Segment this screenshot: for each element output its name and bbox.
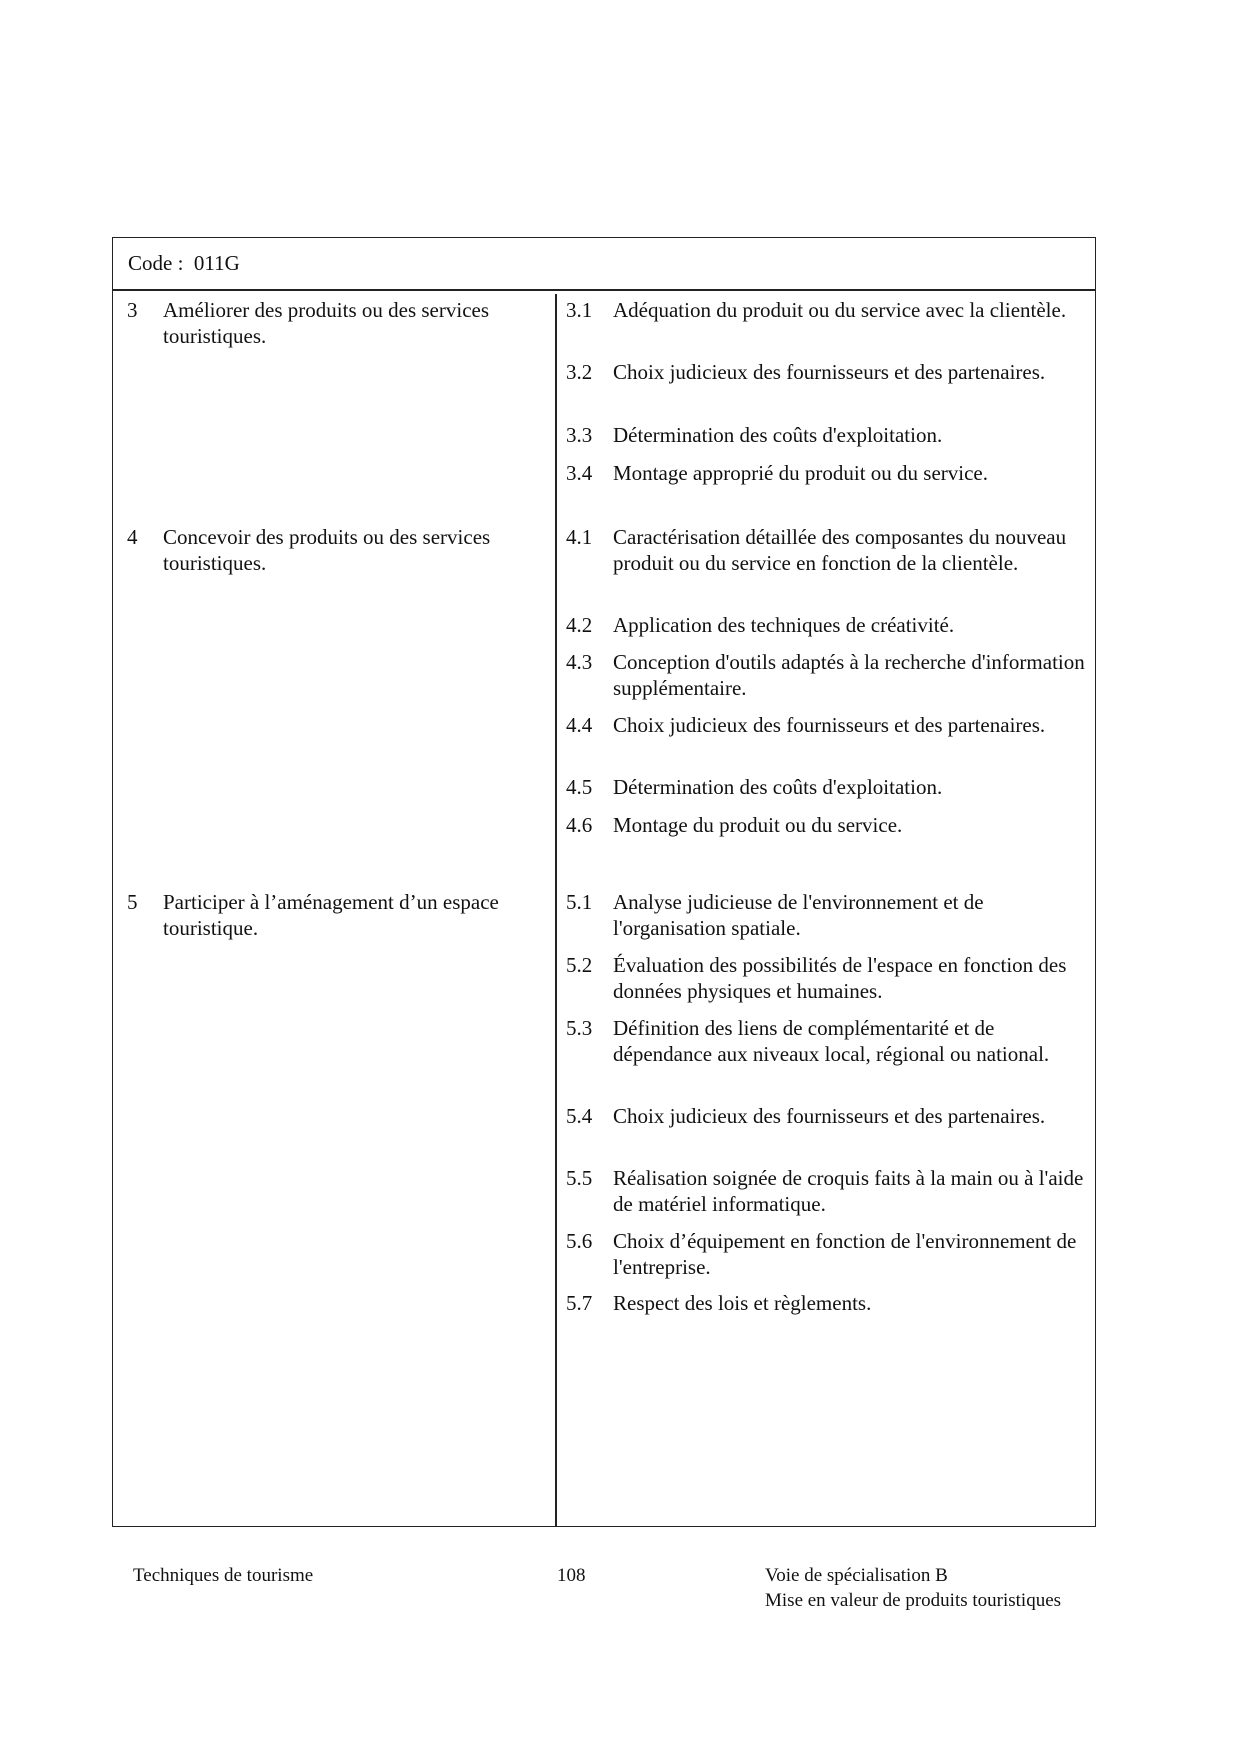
criterion-text: Détermination des coûts d'exploitation. [613,775,943,799]
criterion-text: Choix judicieux des fournisseurs et des partenaires. [613,713,1046,737]
footer-program: Techniques de tourisme [133,1565,314,1586]
criterion-text: Application des techniques de créativité. [613,613,955,637]
criterion-item [566,1165,1091,1217]
criterion-number: 4.3 [566,650,593,674]
competency-number: 5 [127,890,138,914]
criterion-text: Choix judicieux des fournisseurs et des partenaires. [613,360,1046,384]
code-value: 011G [193,251,240,275]
criterion-item [566,712,1091,738]
competency-table [112,237,1096,1527]
criterion-item [566,460,1091,486]
competency-text: Concevoir des produits ou des services touristiques. [163,525,491,575]
criterion-item [566,774,1091,800]
criterion-item [566,359,1091,385]
criterion-item [566,889,1091,941]
criterion-item [566,1290,1091,1316]
criterion-number: 3.2 [566,360,593,384]
criterion-number: 5.5 [566,1166,593,1190]
criterion-text: Montage du produit ou du service. [613,813,903,837]
criterion-item [566,1103,1091,1129]
criterion-number: 5.7 [566,1291,593,1315]
criterion-item [566,524,1091,576]
criterion-text: Choix judicieux des fournisseurs et des partenaires. [613,1104,1046,1128]
criterion-text: Choix d’équipement en fonction de l'environnement de l'entreprise. [613,1229,1077,1279]
criterion-item [566,297,1091,323]
criterion-item [566,1228,1091,1280]
code-row [113,238,1095,291]
criterion-text: Caractérisation détaillée des composantes du nouveau produit ou du service en fonction de la clientèle. [613,525,1067,575]
footer-track-line2: Mise en valeur de produits touristiques [765,1590,1062,1611]
criterion-item [566,422,1091,448]
criterion-text: Montage approprié du produit ou du service. [613,461,988,485]
criterion-number: 5.2 [566,953,593,977]
criterion-number: 5.4 [566,1104,593,1128]
criterion-number: 4.2 [566,613,593,637]
criterion-text: Adéquation du produit ou du service avec la clientèle. [613,298,1067,322]
criterion-number: 3.3 [566,423,593,447]
competency-number: 4 [127,525,138,549]
criterion-text: Conception d'outils adaptés à la recherche d'information supplémentaire. [613,650,1085,700]
criterion-number: 4.4 [566,713,593,737]
criterion-text: Respect des lois et règlements. [613,1291,872,1315]
footer-track-line1: Voie de spécialisation B [765,1565,948,1586]
criterion-text: Analyse judicieuse de l'environnement et de l'organisation spatiale. [613,890,984,940]
criterion-text: Évaluation des possibilités de l'espace en fonction des données physiques et humaines. [613,953,1067,1003]
column-divider [555,294,557,1526]
criterion-text: Détermination des coûts d'exploitation. [613,423,943,447]
criterion-item [566,952,1091,1004]
criterion-number: 5.1 [566,890,593,914]
competency-text: Améliorer des produits ou des services touristiques. [163,298,490,348]
competency-text: Participer à l’aménagement d’un espace touristique. [163,890,499,940]
criterion-item [566,612,1091,638]
competency-number: 3 [127,298,138,322]
criterion-number: 3.4 [566,461,593,485]
footer-page-number: 108 [557,1565,586,1586]
criterion-text: Réalisation soignée de croquis faits à la main ou à l'aide de matériel informatique. [613,1166,1084,1216]
criterion-number: 3.1 [566,298,593,322]
competency-item [127,889,547,941]
criterion-item [566,812,1091,838]
criterion-number: 5.6 [566,1229,593,1253]
criterion-number: 5.3 [566,1016,593,1040]
criterion-item [566,1015,1091,1067]
code-label: Code : [128,251,184,275]
criterion-number: 4.1 [566,525,593,549]
criterion-text: Définition des liens de complémentarité et de dépendance aux niveaux local, régional ou national. [613,1016,1050,1066]
competency-item [127,297,547,349]
criterion-number: 4.5 [566,775,593,799]
competency-item [127,524,547,576]
criterion-number: 4.6 [566,813,593,837]
criterion-item [566,649,1091,701]
